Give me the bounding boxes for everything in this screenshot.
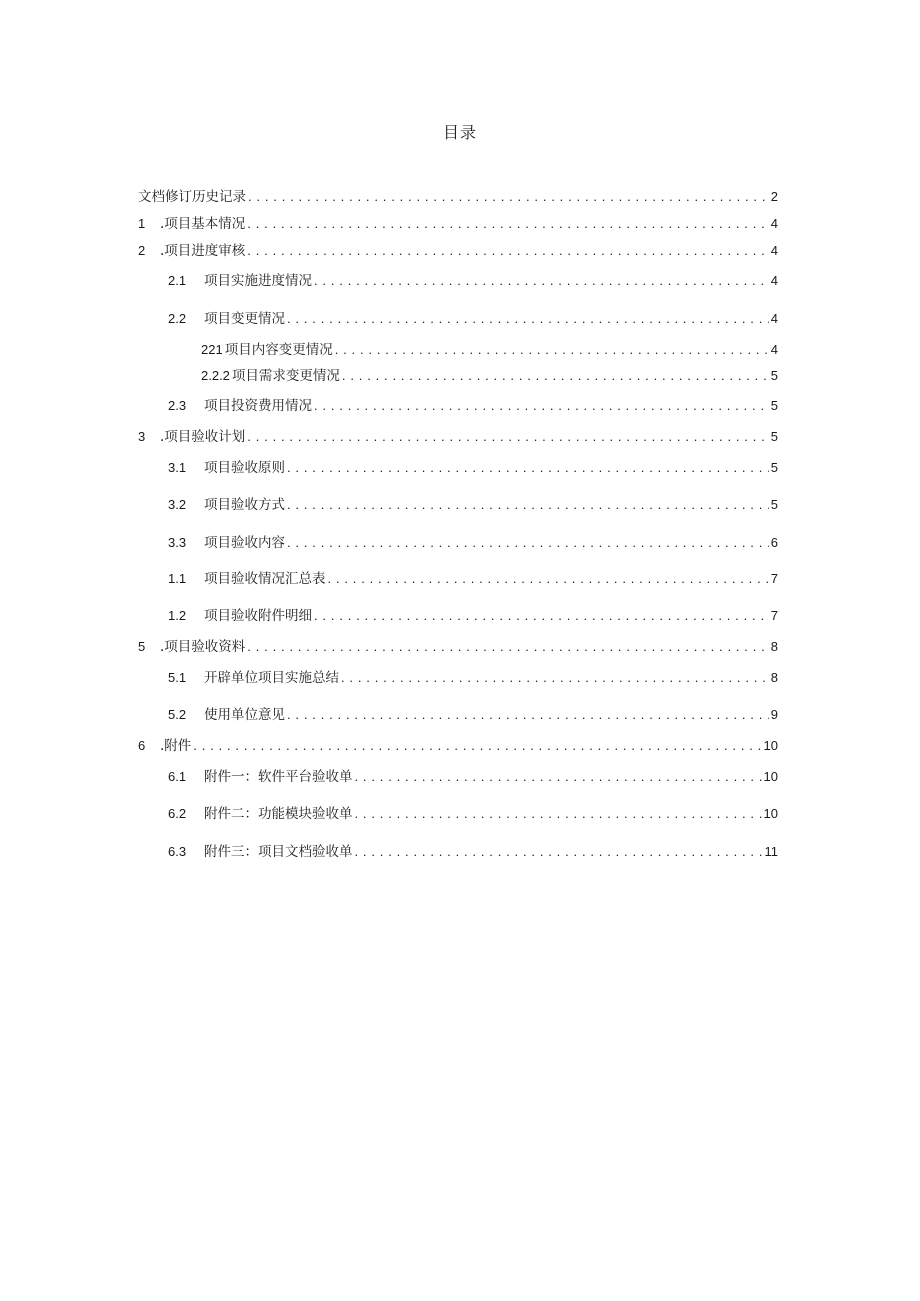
toc-entry[interactable] — [168, 495, 778, 515]
toc-leader — [355, 767, 762, 787]
toc-page-number: 4 — [770, 342, 778, 357]
toc-leader — [355, 804, 762, 824]
toc-page-number: 7 — [770, 608, 778, 623]
toc-entry[interactable] — [168, 396, 778, 416]
toc-entry-text: 项目需求变更情况 — [231, 368, 340, 384]
toc-entry-text: 附件一：软件平台验收单 — [204, 769, 353, 785]
toc-entry-text: 开辟单位项目实施总结 — [204, 670, 339, 686]
toc-leader — [335, 340, 769, 360]
toc-entry-text: 文档修订历史记录 — [138, 189, 246, 205]
toc-page-number: 7 — [770, 571, 778, 586]
toc-page-number: 4 — [770, 216, 778, 231]
toc-entry-text: 项目变更情况 — [204, 311, 285, 327]
toc-entry[interactable] — [201, 366, 778, 386]
toc-entry-number: 5 — [138, 639, 146, 654]
toc-entry[interactable] — [138, 187, 778, 207]
toc-entry-number: 3 — [138, 429, 146, 444]
toc-entry[interactable] — [138, 427, 778, 447]
toc-leader — [287, 533, 769, 553]
toc-entry[interactable] — [168, 804, 778, 824]
toc-page-number: 9 — [770, 707, 778, 722]
toc-leader — [247, 637, 768, 657]
toc-page-number: 8 — [770, 639, 778, 654]
toc-page-number: 5 — [770, 429, 778, 444]
toc-title: 目录 — [442, 123, 477, 142]
toc-leader — [247, 214, 768, 234]
toc-entry[interactable] — [168, 309, 778, 329]
toc-entry-number: 1.2 — [168, 608, 187, 623]
toc-page-number: 10 — [763, 738, 778, 753]
toc-page-number: 11 — [764, 844, 778, 859]
toc-entry[interactable] — [168, 842, 778, 862]
toc-entry[interactable] — [168, 767, 778, 787]
toc-entry-text: .项目验收计划 — [160, 429, 246, 445]
toc-entry-number: 1 — [138, 216, 146, 231]
toc-leader — [355, 842, 763, 862]
toc-entry-number: 2.2 — [168, 311, 187, 326]
toc-entry[interactable] — [168, 533, 778, 553]
toc-entry[interactable] — [168, 271, 778, 291]
toc-leader — [193, 736, 761, 756]
toc-page-number: 10 — [763, 769, 778, 784]
toc-entry-number: 1.1 — [168, 571, 187, 586]
toc-entry-number: 6.2 — [168, 806, 187, 821]
toc-entry-number: 6.3 — [168, 844, 187, 859]
toc-entry-number: 3.1 — [168, 460, 187, 475]
toc-entry[interactable] — [168, 569, 778, 589]
toc-entry-text: .项目进度审核 — [160, 243, 246, 259]
toc-leader — [287, 458, 769, 478]
toc-entry-text: 项目验收情况汇总表 — [204, 571, 326, 587]
toc-entry[interactable] — [168, 705, 778, 725]
toc-entry[interactable] — [201, 340, 778, 360]
toc-page-number: 6 — [770, 535, 778, 550]
toc-entry-number: 5.1 — [168, 670, 187, 685]
toc-leader — [314, 271, 769, 291]
toc-entry[interactable] — [168, 458, 778, 478]
toc-entry[interactable] — [168, 606, 778, 626]
toc-entry-text: 项目实施进度情况 — [204, 273, 312, 289]
toc-leader — [342, 366, 769, 386]
toc-entry-text: 项目验收原则 — [204, 460, 285, 476]
toc-leader — [287, 495, 769, 515]
toc-entry-number: 3.2 — [168, 497, 187, 512]
toc-entry-number: 2.1 — [168, 273, 187, 288]
toc-entry-number: 221 — [201, 342, 223, 357]
toc-page-number: 5 — [770, 497, 778, 512]
toc-entry-text: .项目基本情况 — [160, 216, 246, 232]
toc-leader — [248, 187, 769, 207]
toc-entry-number: 6.1 — [168, 769, 187, 784]
toc-page-number: 5 — [770, 460, 778, 475]
toc-page-number: 4 — [770, 243, 778, 258]
toc-entry[interactable] — [138, 736, 778, 756]
toc-entry-number: 2.3 — [168, 398, 187, 413]
toc-page-number: 8 — [770, 670, 778, 685]
toc-entry[interactable] — [138, 637, 778, 657]
toc-entry[interactable] — [138, 241, 778, 261]
toc-leader — [247, 241, 768, 261]
toc-entry-text: 项目验收内容 — [204, 535, 285, 551]
toc-entry[interactable] — [168, 668, 778, 688]
toc-entry-text: 附件三：项目文档验收单 — [204, 844, 353, 860]
toc-entry-text: .项目验收资料 — [160, 639, 246, 655]
toc-leader — [287, 705, 769, 725]
toc-entry-text: 使用单位意见 — [204, 707, 285, 723]
toc-entry-number: 5.2 — [168, 707, 187, 722]
toc-entry-text: 附件二：功能模块验收单 — [204, 806, 353, 822]
toc-page-number: 2 — [770, 189, 778, 204]
toc-page-number: 10 — [763, 806, 778, 821]
toc-entry-text: 项目内容变更情况 — [224, 342, 333, 358]
toc-entry-number: 3.3 — [168, 535, 187, 550]
toc-entry-number: 2.2.2 — [201, 368, 230, 383]
toc-page-number: 4 — [770, 273, 778, 288]
toc-page-number: 5 — [770, 398, 778, 413]
toc-entry-text: .附件 — [160, 738, 192, 754]
toc-entry-number: 2 — [138, 243, 146, 258]
toc-entry[interactable] — [138, 214, 778, 234]
toc-leader — [287, 309, 769, 329]
toc-entry-text: 项目投资费用情况 — [204, 398, 312, 414]
toc-leader — [341, 668, 769, 688]
toc-leader — [314, 606, 769, 626]
toc-leader — [328, 569, 769, 589]
toc-leader — [314, 396, 769, 416]
toc-leader — [247, 427, 768, 447]
toc-page-number: 4 — [770, 311, 778, 326]
toc-entry-text: 项目验收方式 — [204, 497, 285, 513]
toc-page-number: 5 — [770, 368, 778, 383]
toc-entry-number: 6 — [138, 738, 146, 753]
toc-entry-text: 项目验收附件明细 — [204, 608, 312, 624]
